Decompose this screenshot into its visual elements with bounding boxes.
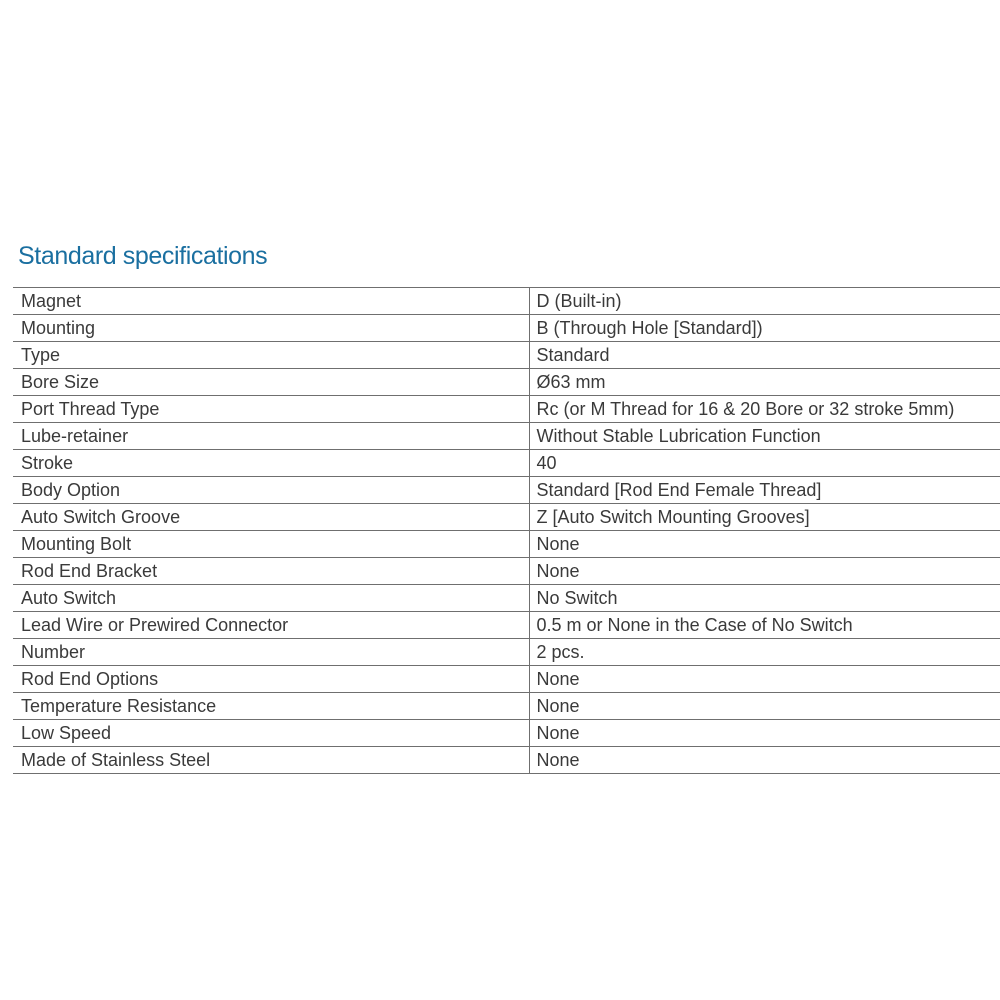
spec-label: Type: [13, 342, 529, 369]
table-row: [13, 585, 1000, 612]
spec-label: Body Option: [13, 477, 529, 504]
spec-label: Made of Stainless Steel: [13, 747, 529, 774]
spec-label: Mounting Bolt: [13, 531, 529, 558]
spec-label: Low Speed: [13, 720, 529, 747]
spec-value: None: [529, 531, 1000, 558]
spec-value: None: [529, 720, 1000, 747]
spec-label: Number: [13, 639, 529, 666]
table-row: [13, 369, 1000, 396]
spec-label: Magnet: [13, 288, 529, 315]
spec-value: None: [529, 558, 1000, 585]
table-row: [13, 720, 1000, 747]
spec-label: Temperature Resistance: [13, 693, 529, 720]
spec-label: Rod End Options: [13, 666, 529, 693]
spec-value: None: [529, 693, 1000, 720]
spec-table: [13, 287, 1000, 774]
spec-label: Auto Switch Groove: [13, 504, 529, 531]
spec-value: D (Built-in): [529, 288, 1000, 315]
table-row: [13, 612, 1000, 639]
spec-value: B (Through Hole [Standard]): [529, 315, 1000, 342]
spec-value: Rc (or M Thread for 16 & 20 Bore or 32 stroke 5mm): [529, 396, 1000, 423]
table-row: [13, 450, 1000, 477]
spec-label: Bore Size: [13, 369, 529, 396]
spec-label: Rod End Bracket: [13, 558, 529, 585]
spec-value: Without Stable Lubrication Function: [529, 423, 1000, 450]
spec-value: 40: [529, 450, 1000, 477]
spec-label: Mounting: [13, 315, 529, 342]
spec-label: Lube-retainer: [13, 423, 529, 450]
table-row: [13, 477, 1000, 504]
table-row: [13, 558, 1000, 585]
table-row: [13, 342, 1000, 369]
spec-label: Auto Switch: [13, 585, 529, 612]
table-row: [13, 423, 1000, 450]
spec-value: None: [529, 666, 1000, 693]
spec-label: Stroke: [13, 450, 529, 477]
spec-value: Standard: [529, 342, 1000, 369]
spec-label: Lead Wire or Prewired Connector: [13, 612, 529, 639]
spec-value: Ø63 mm: [529, 369, 1000, 396]
spec-value: Standard [Rod End Female Thread]: [529, 477, 1000, 504]
spec-value: Z [Auto Switch Mounting Grooves]: [529, 504, 1000, 531]
spec-value: None: [529, 747, 1000, 774]
spec-label: Port Thread Type: [13, 396, 529, 423]
spec-value: 0.5 m or None in the Case of No Switch: [529, 612, 1000, 639]
spec-table-body: [13, 288, 1000, 774]
table-row: [13, 693, 1000, 720]
table-row: [13, 531, 1000, 558]
table-row: [13, 666, 1000, 693]
table-row: [13, 504, 1000, 531]
page-title: Standard specifications: [18, 242, 268, 270]
spec-value: 2 pcs.: [529, 639, 1000, 666]
table-row: [13, 315, 1000, 342]
table-row: [13, 747, 1000, 774]
table-row: [13, 396, 1000, 423]
spec-value: No Switch: [529, 585, 1000, 612]
table-row: [13, 639, 1000, 666]
table-row: [13, 288, 1000, 315]
